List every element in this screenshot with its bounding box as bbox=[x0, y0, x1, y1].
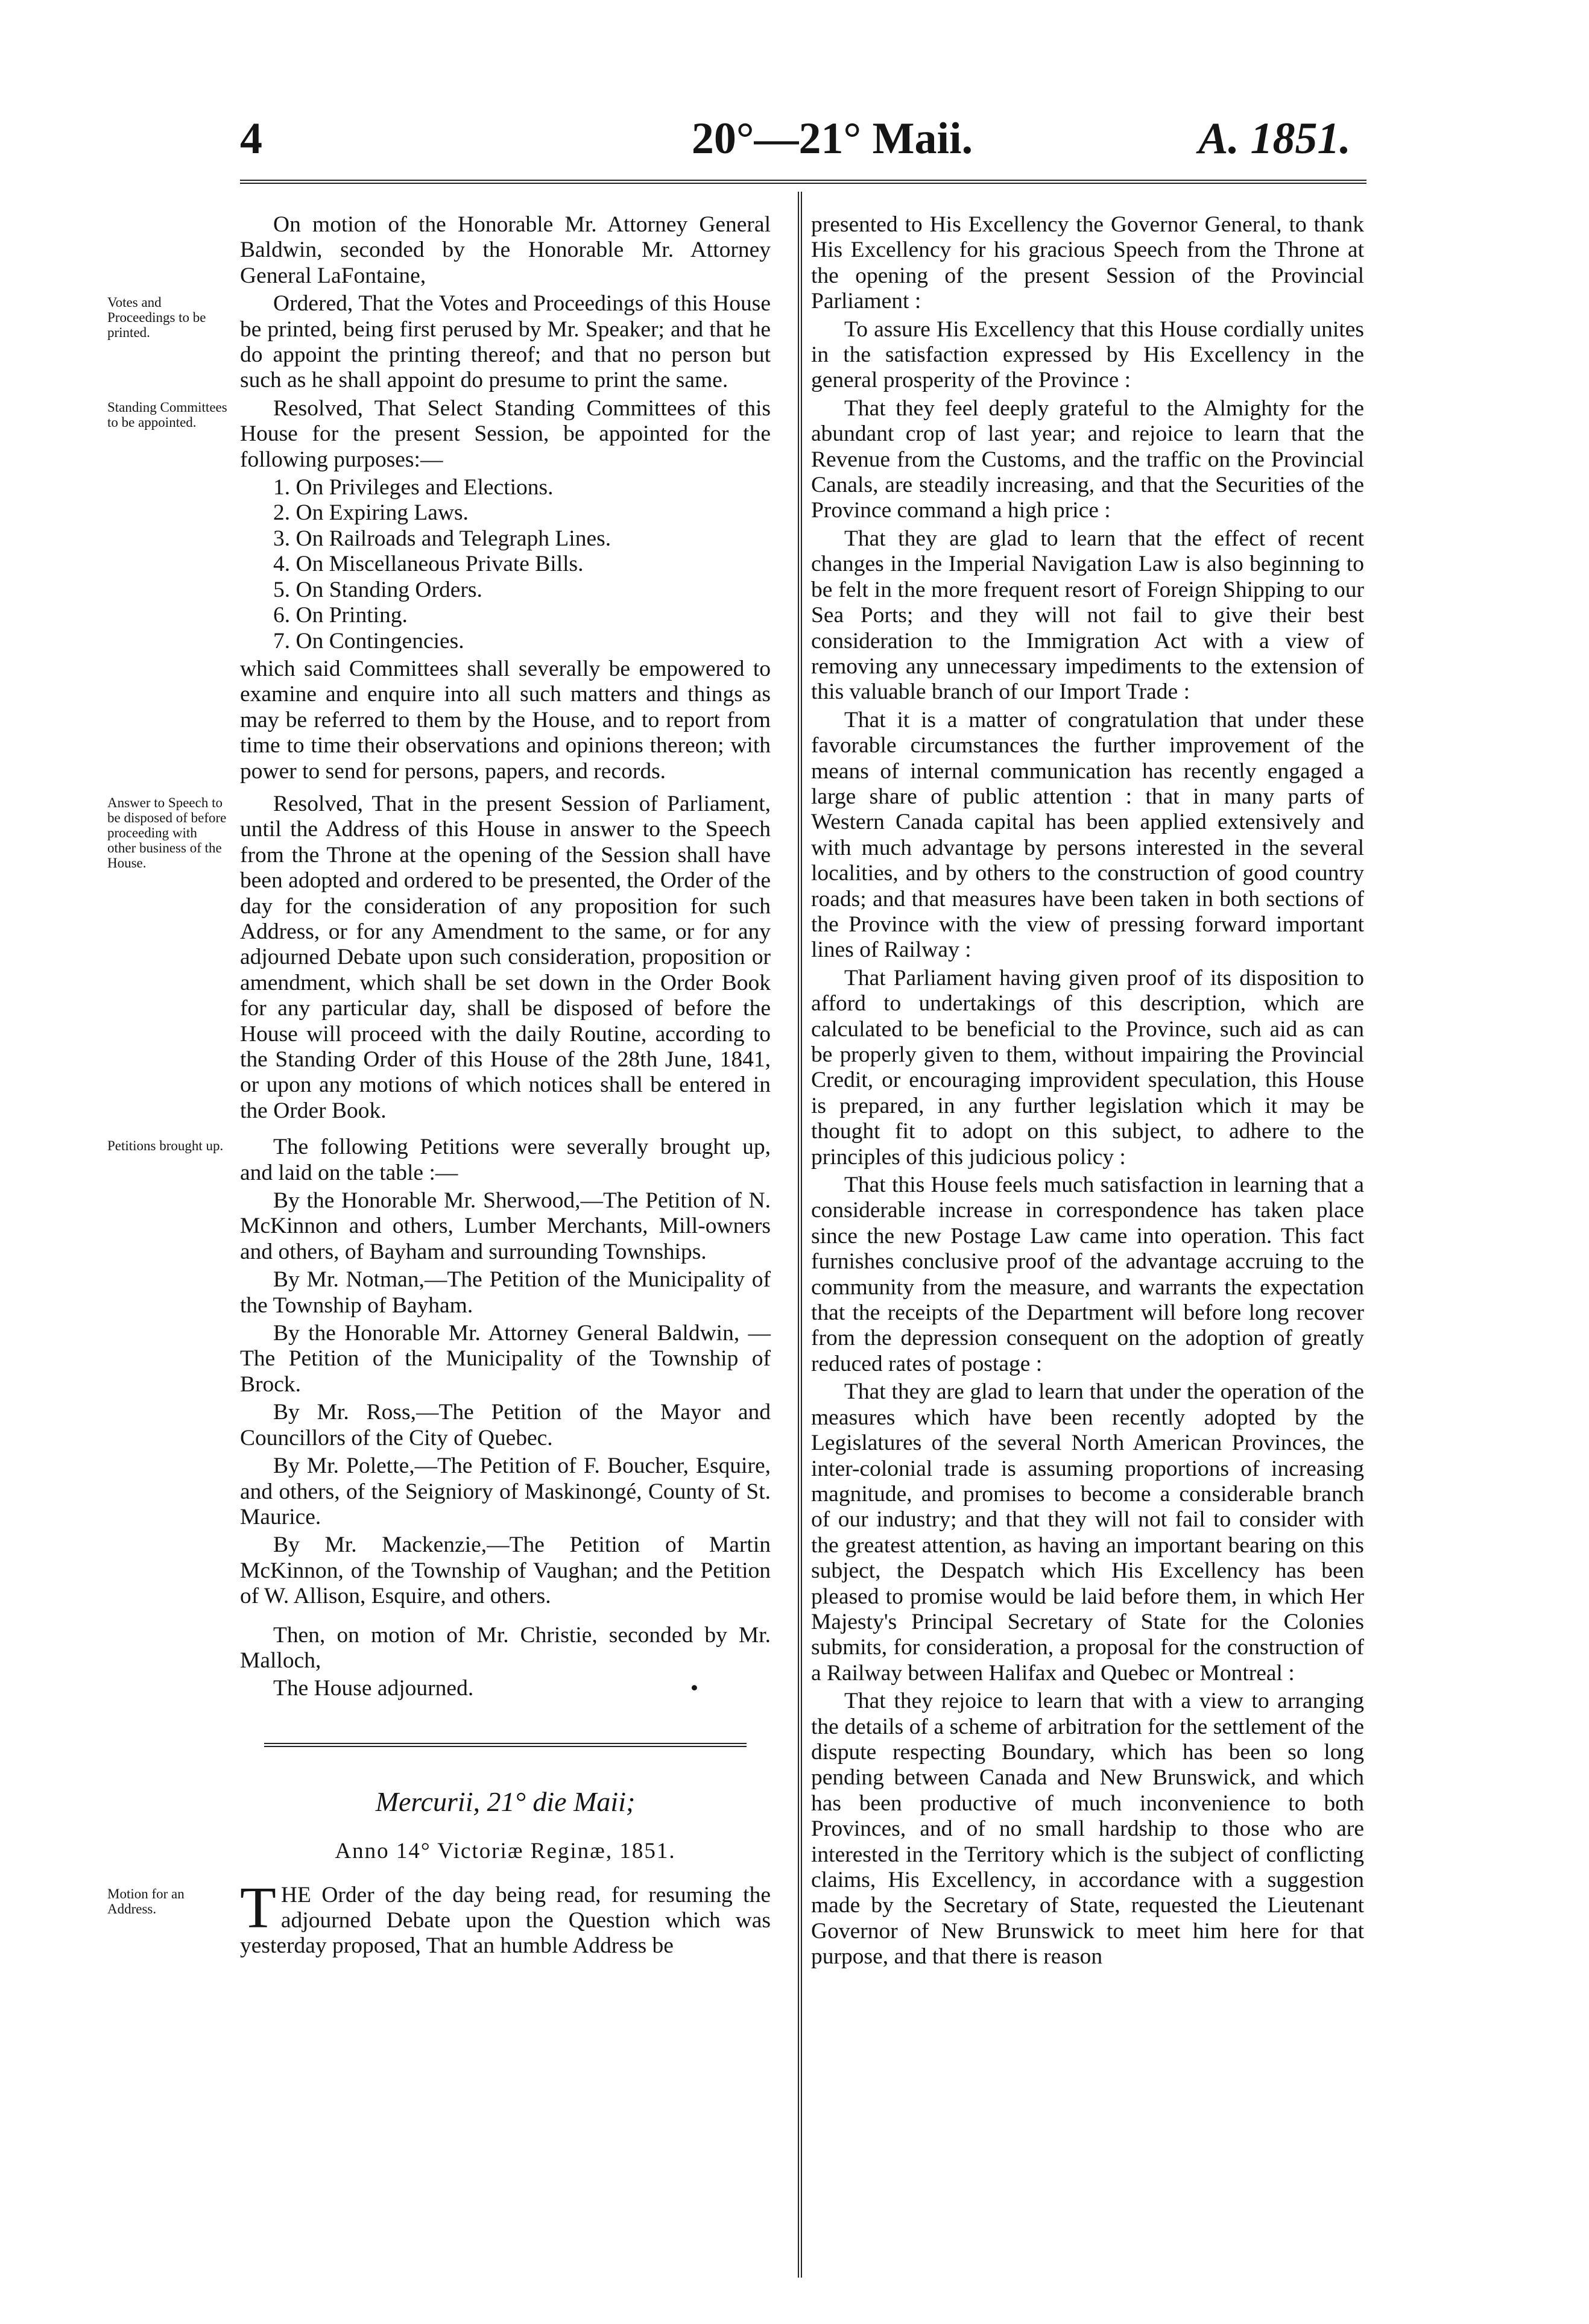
petition-item: By the Honorable Mr. Sherwood,—The Petition of N. McKinnon and others, Lumber Merchants, Mill-owners and others, of Bayham and surrounding Townships. bbox=[240, 1188, 771, 1264]
adjournment-text: The House adjourned. bbox=[273, 1676, 474, 1701]
list-item: 4. On Miscellaneous Private Bills. bbox=[273, 552, 584, 577]
margin-note: Answer to Speech to be disposed of before proceeding with other business of the House. bbox=[107, 795, 227, 871]
right-column bbox=[811, 212, 1364, 1973]
entry-answer-to-speech bbox=[107, 791, 771, 1124]
paragraph: Ordered, That the Votes and Proceedings of this House be printed, being first perused by Mr. Speaker; and that he do appoint the printing thereof; and that no person but such as he shall appoint do presume to print the same. bbox=[240, 291, 771, 393]
list-item: 3. On Railroads and Telegraph Lines. bbox=[273, 526, 611, 551]
list-item: 5. On Standing Orders. bbox=[273, 577, 482, 602]
paragraph: which said Committees shall severally be empowered to examine and enquire into all such matters and things as may be referred to them by the House, and to report from time to time their observations and opinions thereon; with power to send for persons, papers, and records. bbox=[240, 656, 771, 784]
paragraph: That it is a matter of congratulation that under these favorable circumstances the further improvement of the means of internal communication has recently engaged a large share of public attention : that in many parts of Western Canada capital has been applied extensively and with much advantage by persons interested in the several localities, and by others to the construction of good country roads; and that measures have been taken in both sections of the Province with the view of pressing forward important lines of Railway : bbox=[811, 707, 1364, 963]
committee-list bbox=[240, 475, 771, 654]
paragraph: That Parliament having given proof of its disposition to afford to undertakings of this description, which are calculated to be beneficial to the Province, such aid as can be properly given to them, without impairing the Provincial Credit, or encouraging improvident speculation, this House is prepared, in any further legislation which it may be thought fit to adopt on this subject, to adhere to the principles of this judicious policy : bbox=[811, 965, 1364, 1170]
margin-note: Votes and Proceedings to be printed. bbox=[107, 295, 206, 341]
list-item: 1. On Privileges and Elections. bbox=[273, 475, 554, 500]
running-header bbox=[0, 112, 1589, 166]
motion-paragraph: On motion of the Honorable Mr. Attorney General Baldwin, seconded by the Honorable Mr. Attorney General LaFontaine, bbox=[240, 212, 771, 288]
paragraph: That they are glad to learn that under the operation of the measures which have been recently adopted by the Legislatures of the several North American Provinces, the inter-colonial trade is assuming proportions of increasing magnitude, and promises to become a considerable branch of our industry; and that they will not fail to consider with the greatest attention, as having an important bearing on this subject, the Despatch which His Excellency has been pleased to promise would be laid before them, in which Her Majesty's Principal Secretary of State for the Colonies submits, for consideration, a proposal for the construction of a Railway between Halifax and Quebec or Montreal : bbox=[811, 1379, 1364, 1686]
day-heading: Mercurii, 21° die Maii; bbox=[375, 1786, 636, 1817]
regnal-year: Anno 14° Victoriæ Reginæ, 1851. bbox=[335, 1839, 676, 1864]
section-rule bbox=[264, 1743, 747, 1747]
entry-petitions bbox=[107, 1135, 771, 1186]
paragraph: To assure His Excellency that this House cordially unites in the satisfaction expressed by His Excellency in the general prosperity of the Province : bbox=[811, 316, 1364, 393]
paragraph: The following Petitions were severally brought up, and laid on the table :— bbox=[240, 1135, 771, 1185]
entry-motion-address bbox=[107, 1875, 771, 1959]
left-column bbox=[107, 212, 771, 1962]
petition-item: By Mr. Ross,—The Petition of the Mayor and Councillors of the City of Quebec. bbox=[240, 1400, 771, 1450]
entry-standing-committees bbox=[107, 395, 771, 473]
petition-item: By Mr. Polette,—The Petition of F. Boucher, Esquire, and others, of the Seigniory of Maskinongé, County of St. Maurice. bbox=[240, 1453, 771, 1529]
paragraph bbox=[240, 1875, 771, 1959]
drop-cap: T bbox=[240, 1875, 276, 1941]
paragraph-text: HE Order of the day being read, for resuming the adjourned Debate upon the Question which was yesterday proposed, That an humble Address be bbox=[240, 1882, 771, 1959]
header-year: A. 1851. bbox=[1198, 114, 1351, 163]
paragraph: That this House feels much satisfaction in learning that a considerable increase in correspondence has taken place since the new Postage Law came into operation. This fact furnishes conclusive proof of the advantage accruing to the community from the measure, and warrants the expectation that the receipts of the Department will before long recover from the depression consequent on the adoption of greatly reduced rates of postage : bbox=[811, 1173, 1364, 1376]
header-date: 20°—21° Maii. bbox=[691, 114, 973, 163]
paragraph: That they are glad to learn that the effect of recent changes in the Imperial Navigation Law is also beginning to be felt in the more frequent resort of Foreign Shipping to our Sea Ports; and they will not fail to give their best consideration to the Immigration Act with a view of removing any unnecessary impediments to the extension of this valuable branch of our Import Trade : bbox=[811, 526, 1364, 705]
list-item: 7. On Contingencies. bbox=[273, 628, 464, 653]
paragraph: Resolved, That in the present Session of Parliament, until the Address of this House in answer to the Speech from the Throne at the opening of the Session shall have been adopted and ordered to be presented, the Order of the day for the consideration of any proposition for such Address, or for any Amendment to the same, or for any adjourned Debate upon such consideration, proposition or amendment, which shall be set down in the Order Book for any particular day, shall be disposed of before the House will proceed with the daily Routine, according to the Standing Order of this House of the 28th June, 1841, or upon any motions of which notices shall be entered in the Order Book. bbox=[240, 791, 771, 1123]
printer-mark: • bbox=[690, 1676, 698, 1701]
margin-note: Motion for an Address. bbox=[107, 1886, 185, 1916]
margin-note: Standing Committees to be appointed. bbox=[107, 399, 227, 430]
list-item: 6. On Printing. bbox=[273, 603, 408, 628]
petition-item: By the Honorable Mr. Attorney General Baldwin, —The Petition of the Municipality of the Township of Brock. bbox=[240, 1321, 771, 1397]
paragraph: That they rejoice to learn that with a view to arranging the details of a scheme of arbitration for the settlement of the dispute respecting Boundary, which has been so long pending between Canada and New Brunswick, and which has been productive of much inconvenience to both Provinces, and of no small hardship to those who are interested in the Territory which is the subject of conflicting claims, His Excellency, in accordance with a suggestion made by the Secretary of State, requested the Lieutenant Governor of New Brunswick to meet him here for that purpose, and that there is reason bbox=[811, 1689, 1364, 1970]
list-item: 2. On Expiring Laws. bbox=[273, 500, 469, 526]
paragraph: Then, on motion of Mr. Christie, seconded by Mr. Malloch, bbox=[240, 1622, 771, 1673]
page-number: 4 bbox=[240, 114, 262, 163]
margin-note: Petitions brought up. bbox=[107, 1138, 224, 1154]
petition-item: By Mr. Notman,—The Petition of the Municipality of the Township of Bayham. bbox=[240, 1267, 771, 1318]
entry-votes-printed bbox=[107, 291, 771, 394]
column-divider bbox=[798, 192, 802, 2278]
paragraph: Resolved, That Select Standing Committees of this House for the present Session, be appointed for the following purposes:— bbox=[240, 395, 771, 472]
petition-item: By Mr. Mackenzie,—The Petition of Martin McKinnon, of the Township of Vaughan; and the Petition of W. Allison, Esquire, and others. bbox=[240, 1532, 771, 1609]
paragraph: presented to His Excellency the Governor General, to thank His Excellency for his gracious Speech from the Throne at the opening of the present Session of the Provincial Parliament : bbox=[811, 212, 1364, 314]
adjournment bbox=[240, 1676, 771, 1701]
header-rule bbox=[240, 180, 1366, 184]
paragraph: That they feel deeply grateful to the Almighty for the abundant crop of last year; and rejoice to learn that the Revenue from the Customs, and the traffic on the Provincial Canals, are steadily increasing, and that the Securities of the Province command a high price : bbox=[811, 395, 1364, 523]
